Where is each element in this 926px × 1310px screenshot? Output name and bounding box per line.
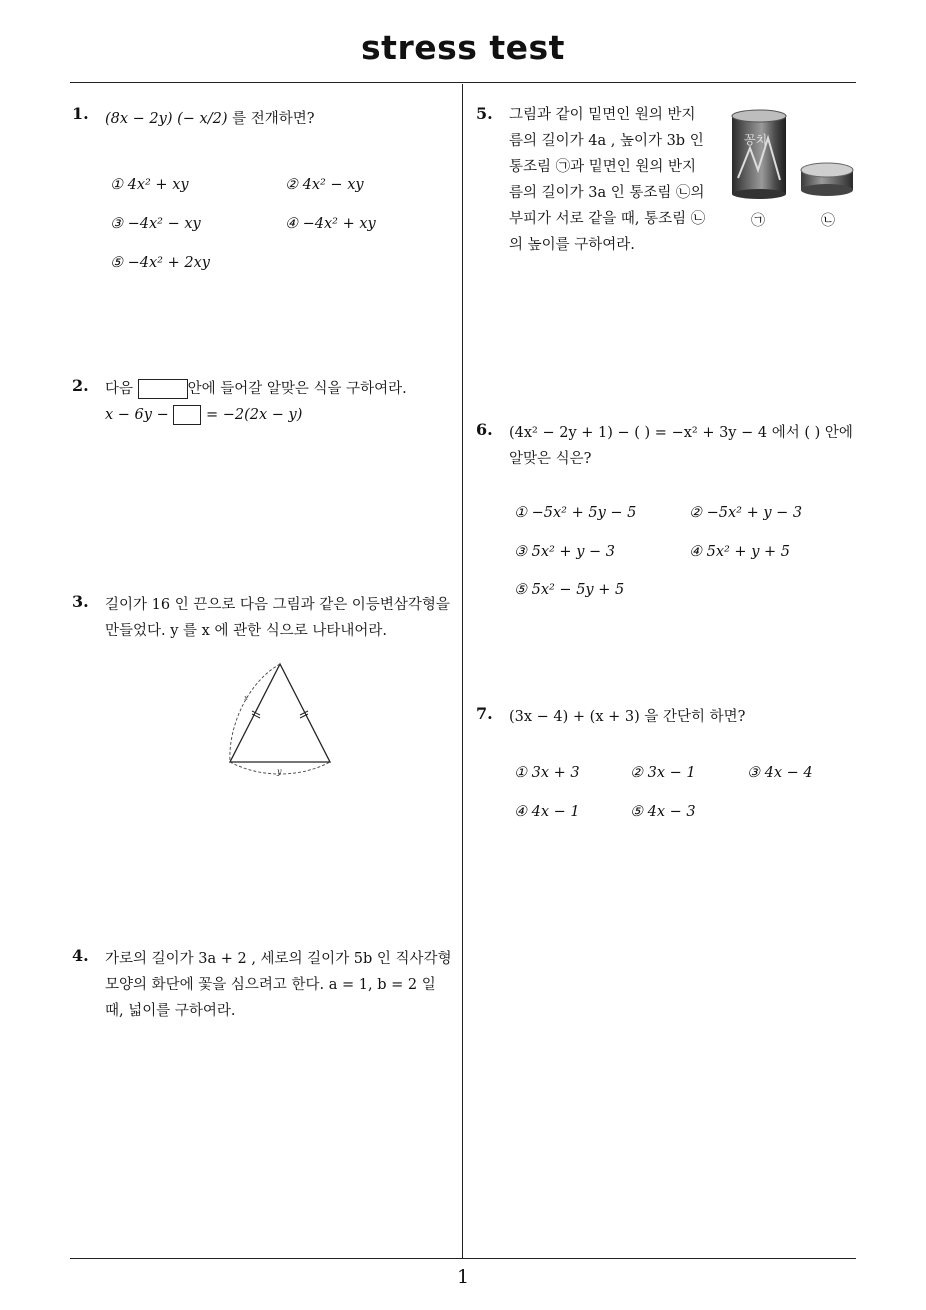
large-can-image [728, 108, 790, 200]
question-3-line1: 길이가 16 인 끈으로 다음 그림과 같은 이등변삼각형을 [105, 597, 450, 613]
question-number: 6. [476, 420, 493, 439]
question-5-line: 름의 길이가 3a 인 통조림 ㉡의 [509, 185, 705, 201]
option-2[interactable]: ② 4x² − xy [285, 177, 364, 193]
can-top [732, 110, 786, 122]
question-2-text-b: 안에 들어갈 알맞은 식을 구하여라. [187, 381, 407, 397]
option-3[interactable]: ③ 4x − 4 [747, 765, 813, 781]
question-6-line2: 알맞은 식은? [509, 451, 592, 467]
question-number: 7. [476, 704, 493, 723]
option-3[interactable]: ③ 5x² + y − 3 [514, 544, 615, 560]
can-body [732, 116, 786, 194]
option-3[interactable]: ③ −4x² − xy [110, 216, 201, 232]
isosceles-triangle-figure [220, 656, 340, 780]
can-logo-text: 꽁치 [744, 133, 768, 147]
question-5-line: 의 높이를 구하여라. [509, 237, 635, 253]
question-2-line1 [105, 376, 407, 402]
option-1[interactable]: ① −5x² + 5y − 5 [514, 505, 637, 521]
question-5-line: 통조림 ㉠과 밑면인 원의 반지 [509, 159, 697, 175]
base-label: y [277, 767, 282, 776]
column-divider [462, 84, 463, 1258]
option-2[interactable]: ② −5x² + y − 3 [689, 505, 803, 521]
page-number: 1 [456, 1266, 470, 1288]
page-title: stress test [361, 28, 565, 67]
header-divider [70, 82, 856, 83]
question-2-equation-a: x − 6y − [105, 407, 169, 423]
question-number: 4. [72, 946, 89, 965]
question-4-line3: 때, 넓이를 구하여라. [105, 1003, 236, 1019]
option-4[interactable]: ④ 4x − 1 [514, 804, 580, 820]
question-number: 2. [72, 376, 89, 395]
side-label: x [244, 694, 248, 702]
option-5[interactable]: ⑤ −4x² + 2xy [110, 255, 210, 271]
question-5-line: 부피가 서로 같을 때, 통조림 ㉡ [509, 211, 706, 227]
option-5[interactable]: ⑤ 4x − 3 [630, 804, 696, 820]
footer-divider [70, 1258, 856, 1259]
question-2-text-a: 다음 [105, 381, 134, 397]
question-number: 5. [476, 104, 493, 123]
question-5-line: 그림과 같이 밑면인 원의 반지 [509, 107, 696, 123]
can-bottom [732, 189, 786, 199]
option-4[interactable]: ④ 5x² + y + 5 [689, 544, 790, 560]
question-1-expression: (8x − 2y) (− x/2) [105, 111, 228, 127]
small-can-image [798, 160, 856, 200]
option-1[interactable]: ① 3x + 3 [514, 765, 580, 781]
question-2-equation-b: = −2(2x − y) [205, 407, 303, 423]
question-1-stem [105, 106, 315, 132]
question-number: 1. [72, 104, 89, 123]
question-4-line1: 가로의 길이가 3a + 2 , 세로의 길이가 5b 인 직사각형 [105, 951, 452, 967]
large-can-label: ㉠ [751, 213, 765, 229]
question-4-line2: 모양의 화단에 꽃을 심으려고 한다. a = 1, b = 2 일 [105, 977, 436, 993]
question-7-text: (3x − 4) + (x + 3) 을 간단히 하면? [509, 709, 746, 725]
answer-blank-box [138, 379, 188, 399]
question-5-line: 름의 길이가 4a , 높이가 3b 인 [509, 133, 704, 149]
question-2-line2 [105, 402, 302, 428]
question-6-line1: (4x² − 2y + 1) − ( ) = −x² + 3y − 4 에서 ( ) 안에 [509, 425, 853, 441]
equation-blank-box[interactable] [173, 405, 201, 425]
option-2[interactable]: ② 3x − 1 [630, 765, 696, 781]
question-number: 3. [72, 592, 89, 611]
option-1[interactable]: ① 4x² + xy [110, 177, 189, 193]
small-can-top [801, 163, 853, 177]
small-can-label: ㉡ [821, 213, 835, 229]
triangle-shape [230, 664, 330, 762]
question-1-text: 를 전개하면? [227, 111, 315, 127]
option-4[interactable]: ④ −4x² + xy [285, 216, 376, 232]
question-3-line2: 만들었다. y 를 x 에 관한 식으로 나타내어라. [105, 623, 387, 639]
option-5[interactable]: ⑤ 5x² − 5y + 5 [514, 582, 625, 598]
small-can-bottom [801, 184, 853, 196]
